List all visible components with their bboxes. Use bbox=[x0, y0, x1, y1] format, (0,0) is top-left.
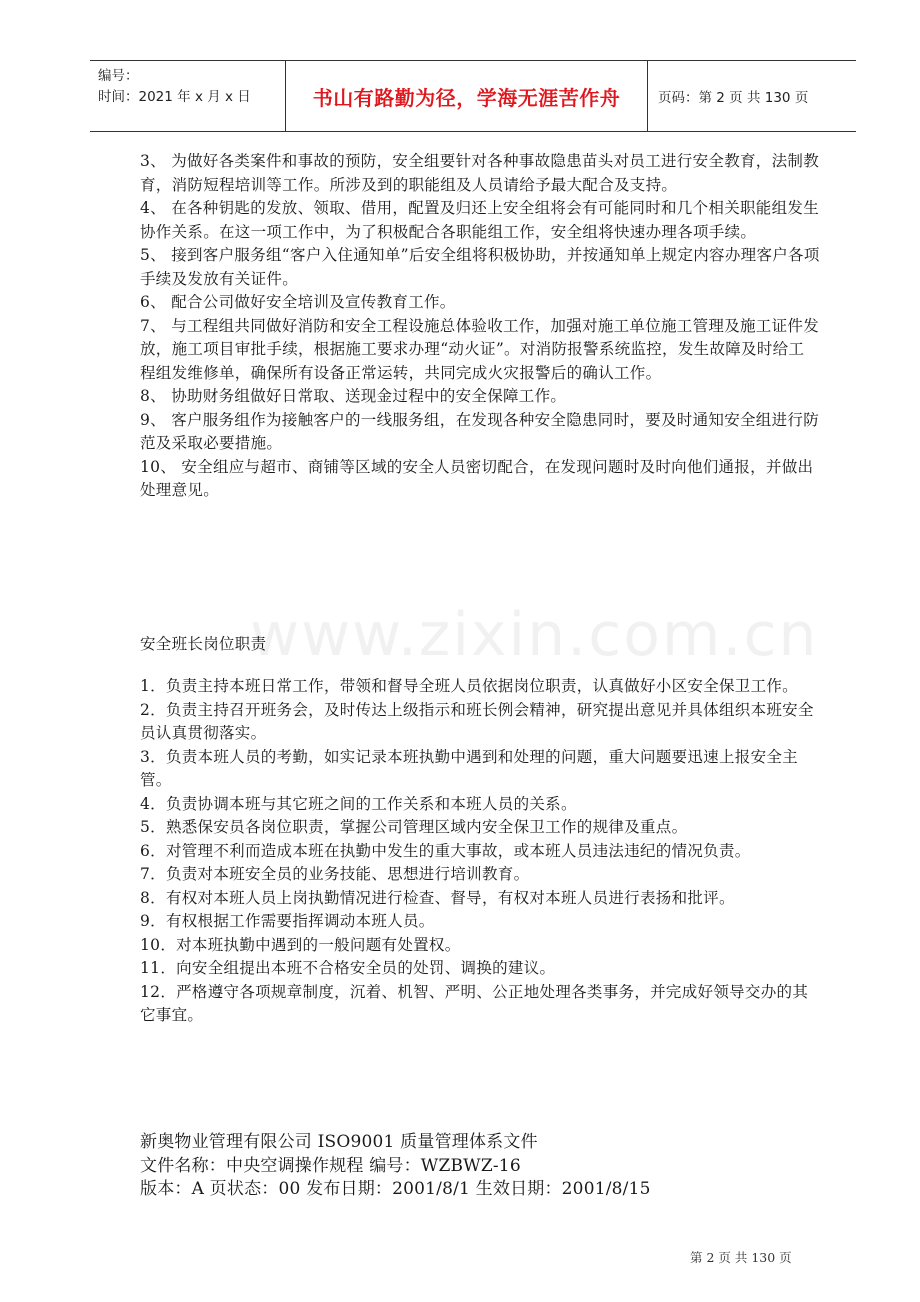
list-item: 4．负责协调本班与其它班之间的工作关系和本班人员的关系。 bbox=[140, 794, 577, 813]
list-item: 4、 在各种钥匙的发放、领取、借用，配置及归还上安全组将会有可能同时和几个相关职能组发生协作关系。在这一项工作中，为了积极配合各职能组工作，安全组将快速办理各项手续。 bbox=[140, 199, 819, 241]
list-item: 7、 与工程组共同做好消防和安全工程设施总体验收工作，加强对施工单位施工管理及施工证件发放，施工项目审批手续，根据施工要求办理“动火证”。对消防报警系统监控，发生故障及时给工程组发维修单，确保所有设备正常运转，共同完成火灾报警后的确认工作。 bbox=[140, 316, 819, 382]
list-item: 6．对管理不利而造成本班在执勤中发生的重大事故，或本班人员违法违纪的情况负责。 bbox=[140, 841, 751, 860]
list-item: 12．严格遵守各项规章制度，沉着、机智、严明、公正地处理各类事务，并完成好领导交办的其它事宜。 bbox=[140, 982, 809, 1024]
time-label: 时间：2021 年 x 月 x 日 bbox=[98, 89, 251, 105]
list-item: 2．负责主持召开班务会，及时传达上级指示和班长例会精神，研究提出意见并具体组织本班安全员认真贯彻落实。 bbox=[140, 700, 814, 742]
list-item: 10．对本班执勤中遇到的一般问题有处置权。 bbox=[140, 935, 461, 954]
number-label: 编号： bbox=[98, 68, 139, 84]
list-item: 3．负责本班人员的考勤，如实记录本班执勤中遇到和处理的问题，重大问题要迅速上报安全主管。 bbox=[140, 747, 798, 789]
list-item: 9．有权根据工作需要指挥调动本班人员。 bbox=[140, 912, 435, 930]
watermark: www.zixin.com.cn bbox=[250, 600, 819, 670]
section2-list bbox=[140, 675, 820, 1028]
list-item: 10、 安全组应与超市、商铺等区域的安全人员密切配合，在发现问题时及时向他们通报，并做出处理意见。 bbox=[140, 457, 814, 499]
list-item: 7．负责对本班安全员的业务技能、思想进行培训教育。 bbox=[140, 865, 530, 883]
list-item: 1．负责主持本班日常工作，带领和督导全班人员依据岗位职责，认真做好小区安全保卫工作。 bbox=[140, 677, 798, 695]
header-table bbox=[90, 60, 856, 132]
list-item: 11．向安全组提出本班不合格安全员的处罚、调换的建议。 bbox=[140, 959, 556, 977]
header-page-info: 页码：第 2 页 共 130 页 bbox=[658, 90, 809, 106]
list-item: 3、 为做好各类案件和事故的预防，安全组要针对各种事故隐患苗头对员工进行安全教育，法制教育，消防短程培训等工作。所涉及到的职能组及人员请给予最大配合及支持。 bbox=[140, 152, 819, 194]
list-item: 9、 客户服务组作为接触客户的一线服务组，在发现各种安全隐患同时，要及时通知安全组进行防范及采取必要措施。 bbox=[140, 410, 819, 452]
list-item: 8．有权对本班人员上岗执勤情况进行检查、督导，有权对本班人员进行表扬和批评。 bbox=[140, 888, 735, 907]
section2-title: 安全班长岗位职责 bbox=[140, 635, 267, 653]
list-item: 5、 接到客户服务组“客户入住通知单”后安全组将积极协助，并按通知单上规定内容办理客户各项手续及发放有关证件。 bbox=[140, 246, 820, 288]
header-meta-cell bbox=[90, 61, 286, 131]
section1-list bbox=[140, 150, 820, 503]
page-footer: 第 2 页 共 130 页 bbox=[690, 1250, 792, 1265]
header-page-cell bbox=[648, 61, 856, 131]
motto-text: 书山有路勤为径，学海无涯苦作舟 bbox=[312, 85, 621, 110]
list-item: 6、 配合公司做好安全培训及宣传教育工作。 bbox=[140, 293, 456, 311]
list-item: 5．熟悉保安员各岗位职责，掌握公司管理区域内安全保卫工作的规律及重点。 bbox=[140, 818, 688, 836]
header-motto-cell bbox=[286, 61, 648, 131]
doc-filename-line: 文件名称：中央空调操作规程 编号：WZBWZ-16 bbox=[140, 1155, 521, 1176]
doc-company-line: 新奥物业管理有限公司 ISO9001 质量管理体系文件 bbox=[140, 1132, 538, 1152]
doc-info-block bbox=[140, 1131, 651, 1202]
list-item: 8、 协助财务组做好日常取、送现金过程中的安全保障工作。 bbox=[140, 387, 567, 405]
doc-version-line: 版本：A 页状态：00 发布日期：2001/8/1 生效日期：2001/8/15 bbox=[140, 1179, 651, 1199]
